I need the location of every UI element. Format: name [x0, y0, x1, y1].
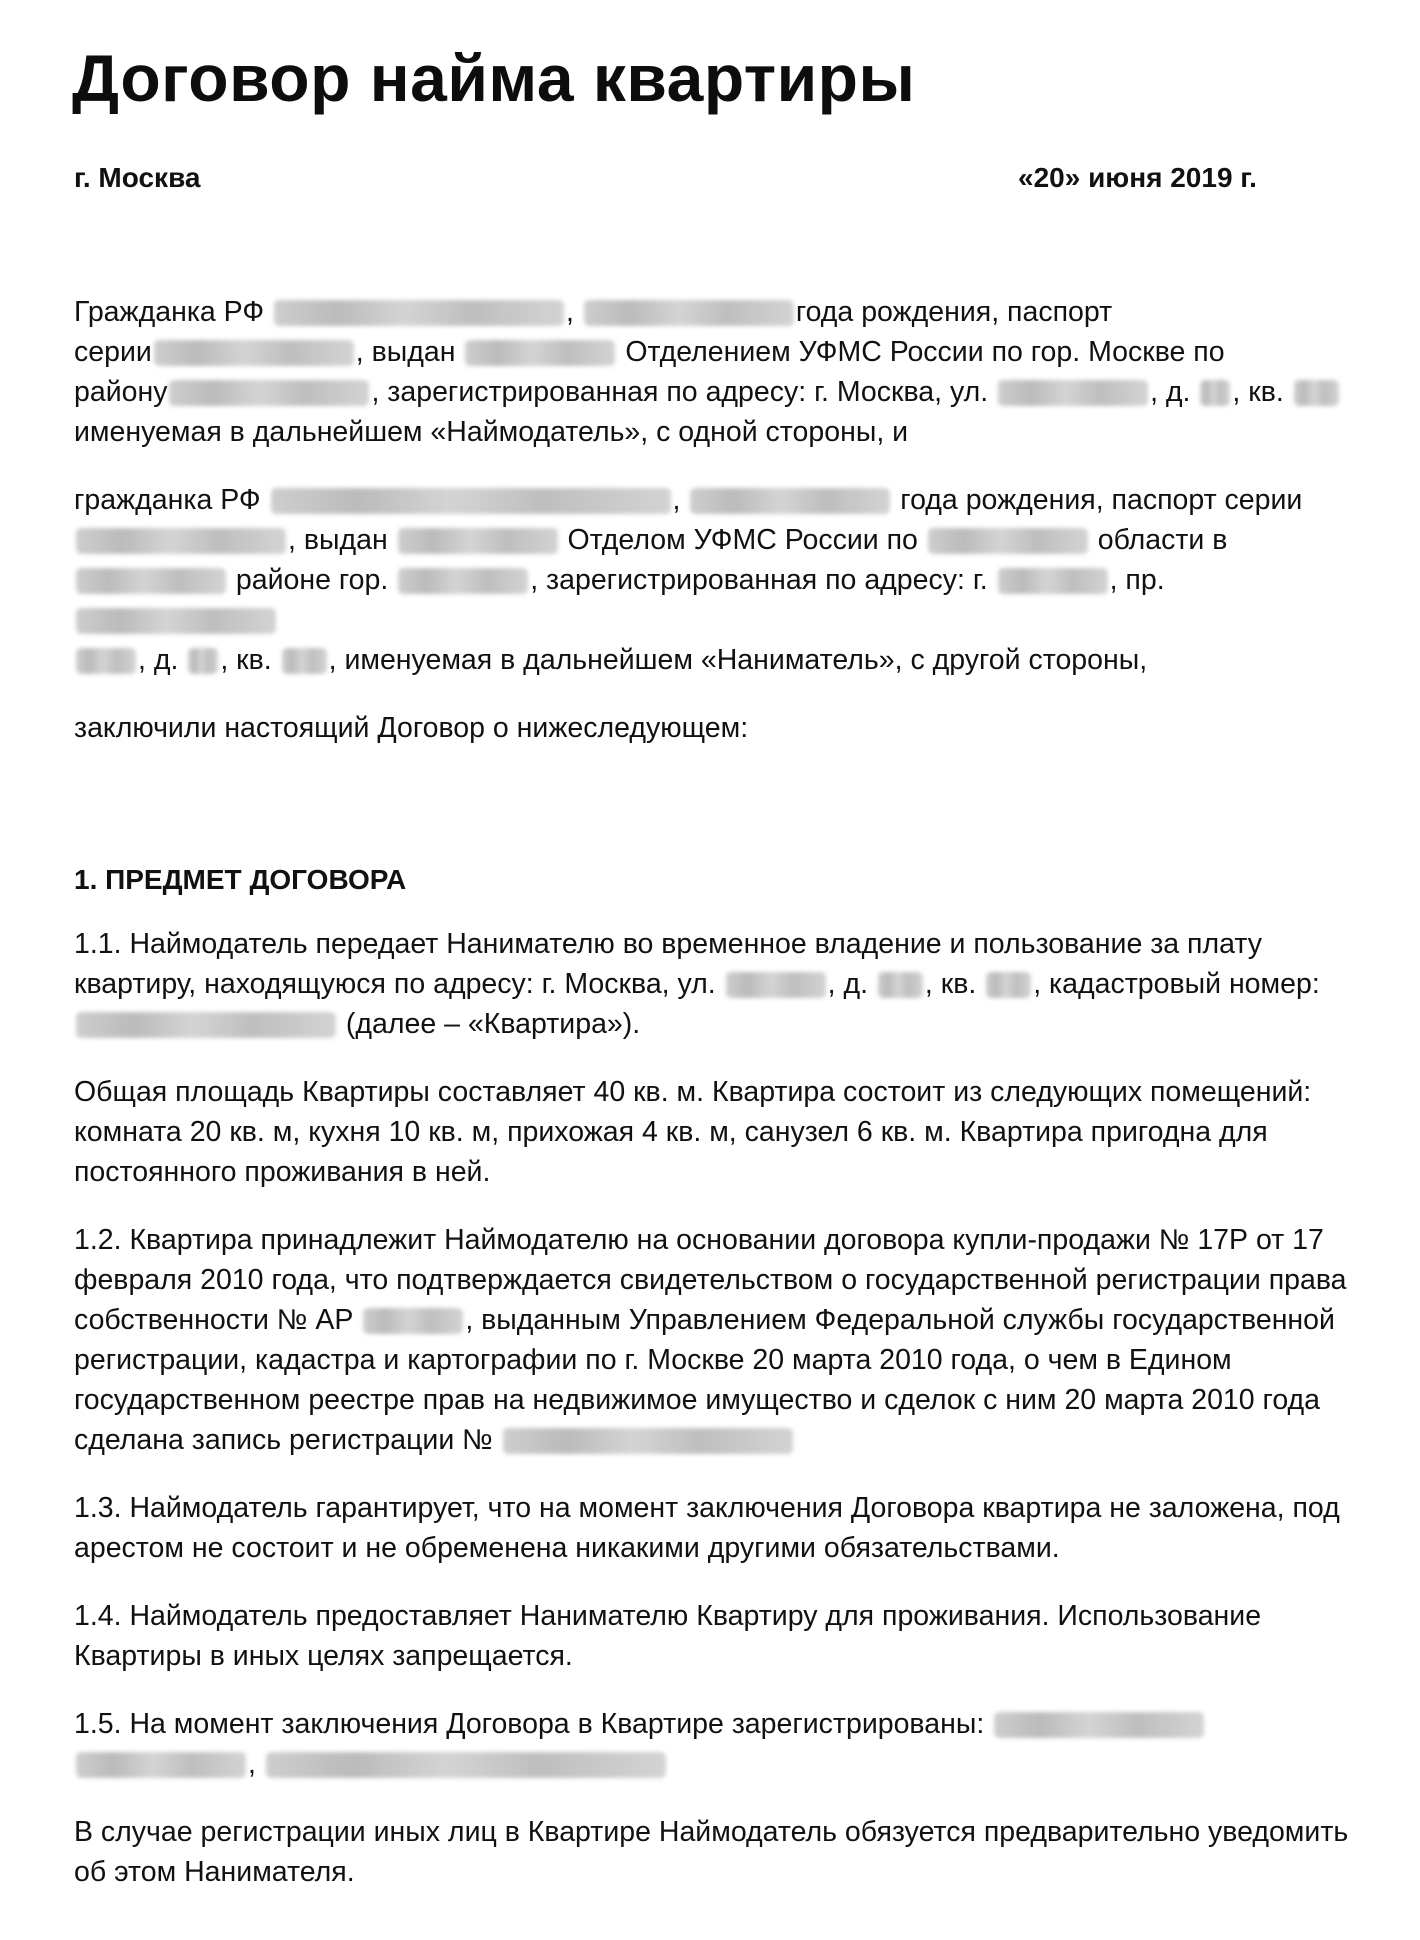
document-body — [74, 292, 1374, 1920]
text: , кв. — [924, 968, 977, 1000]
text: 1.2. Квартира принадлежит Наймодателю на основании договора купли-продажи № 17Р от 17 февраля 2010 года, что подтверждается свидетельством о государственной регистрации права собственности № АР — [74, 1224, 1347, 1336]
redacted-house — [878, 972, 923, 998]
redacted-apartment — [986, 972, 1031, 998]
text: 1.1. Наймодатель передает Нанимателю во временное владение и пользование за плату квартиру, находящуюся по адресу: г. Москва, ул. — [74, 928, 1262, 1000]
text: Отделением УФМС России по гор. Москве по — [625, 336, 1225, 368]
text: года рождения, паспорт серии — [900, 484, 1303, 516]
redacted-house — [1200, 380, 1230, 406]
other-persons-paragraph: В случае регистрации иных лиц в Квартире Наймодатель обязуется предварительно уведомить об этом Нанимателя. — [74, 1816, 1349, 1888]
text: , д. — [827, 968, 868, 1000]
text: , — [672, 484, 681, 516]
text: , — [248, 1748, 256, 1780]
redacted-certificate-number — [363, 1308, 463, 1334]
clause-1-1 — [74, 924, 1374, 1044]
redacted-issue-date — [398, 528, 558, 554]
text: , — [565, 296, 574, 328]
text: Гражданка РФ — [74, 296, 265, 328]
text: , д. — [138, 644, 179, 676]
text: , зарегистрированная по адресу: г. — [530, 564, 988, 596]
text: , кв. — [1232, 376, 1284, 408]
concluded-line: заключили настоящий Договор о нижеследующем: — [74, 712, 749, 744]
redacted-registration-number — [503, 1428, 793, 1454]
clause-1-2 — [74, 1220, 1374, 1460]
redacted-district — [76, 568, 226, 594]
redacted-apartment — [282, 648, 327, 674]
text: (далее – «Квартира»). — [345, 1008, 641, 1040]
redacted-town — [398, 568, 528, 594]
text: года рождения, паспорт — [795, 296, 1113, 328]
area-paragraph: Общая площадь Квартиры составляет 40 кв. м. Квартира состоит из следующих помещений: комната 20 кв. м, кухня 10 кв. м, прихожая 4 кв. м, санузел 6 кв. м. Квартира пригодна для постоянного проживания в ней. — [74, 1076, 1312, 1188]
text: серии — [74, 336, 152, 368]
clause-1-4: 1.4. Наймодатель предоставляет Нанимателю Квартиру для проживания. Использование Квартиры в иных целях запрещается. — [74, 1600, 1262, 1672]
text: области в — [1097, 524, 1228, 556]
tenant-paragraph — [74, 480, 1374, 680]
text: , именуемая в дальнейшем «Наниматель», с другой стороны, — [328, 644, 1148, 676]
text: , зарегистрированная по адресу: г. Москва, ул. — [371, 376, 989, 408]
text: , выдан — [355, 336, 456, 368]
landlord-paragraph — [74, 292, 1374, 452]
text: Отделом УФМС России по — [567, 524, 918, 556]
text: , выданным Управлением Федеральной службы государственной регистрации, кадастра и картографии по г. Москве 20 марта 2010 года, о чем в Едином государственном реестре прав на недвижимое имущество и сделок с ним 20 марта 2010 года сделана запись регистрации № — [74, 1304, 1335, 1456]
text: районе гор. — [235, 564, 389, 596]
document-title: Договор найма квартиры — [72, 41, 916, 115]
redacted-name — [271, 488, 671, 514]
redacted-apartment — [1294, 380, 1339, 406]
redacted-passport-number — [154, 340, 354, 366]
section-heading: 1. ПРЕДМЕТ ДОГОВОРА — [74, 864, 407, 895]
text: , выдан — [288, 524, 388, 556]
contract-date: «20» июня 2019 г. — [1018, 162, 1257, 193]
redacted-district — [169, 380, 369, 406]
redacted-issue-date — [465, 340, 615, 366]
redacted-street — [726, 972, 826, 998]
text: району — [74, 376, 168, 408]
redacted-region — [928, 528, 1088, 554]
text: 1.5. На момент заключения Договора в Квартире зарегистрированы: — [74, 1708, 985, 1740]
redacted-passport-number — [76, 528, 286, 554]
text: , пр. — [1109, 564, 1165, 596]
redacted-avenue — [76, 608, 276, 634]
redacted-house — [188, 648, 218, 674]
city: г. Москва — [74, 162, 201, 193]
redacted-birthdate — [584, 300, 794, 326]
redacted-cadastral-number — [76, 1012, 336, 1038]
redacted-name — [994, 1712, 1204, 1738]
text: именуемая в дальнейшем «Наймодатель», с одной стороны, и — [74, 416, 909, 448]
clause-1-3: 1.3. Наймодатель гарантирует, что на момент заключения Договора квартира не заложена, под арестом не состоит и не обременена никакими другими обязательствами. — [74, 1492, 1340, 1564]
redacted-birthdate — [690, 488, 890, 514]
redacted-town — [998, 568, 1108, 594]
redacted-avenue — [76, 648, 136, 674]
redacted-name — [274, 300, 564, 326]
text: , д. — [1150, 376, 1191, 408]
redacted-street — [998, 380, 1148, 406]
redacted-name — [76, 1752, 246, 1778]
text: , кадастровый номер: — [1033, 968, 1320, 1000]
text: гражданка РФ — [74, 484, 261, 516]
text: , кв. — [220, 644, 272, 676]
redacted-name — [266, 1752, 666, 1778]
clause-1-5 — [74, 1704, 1374, 1784]
